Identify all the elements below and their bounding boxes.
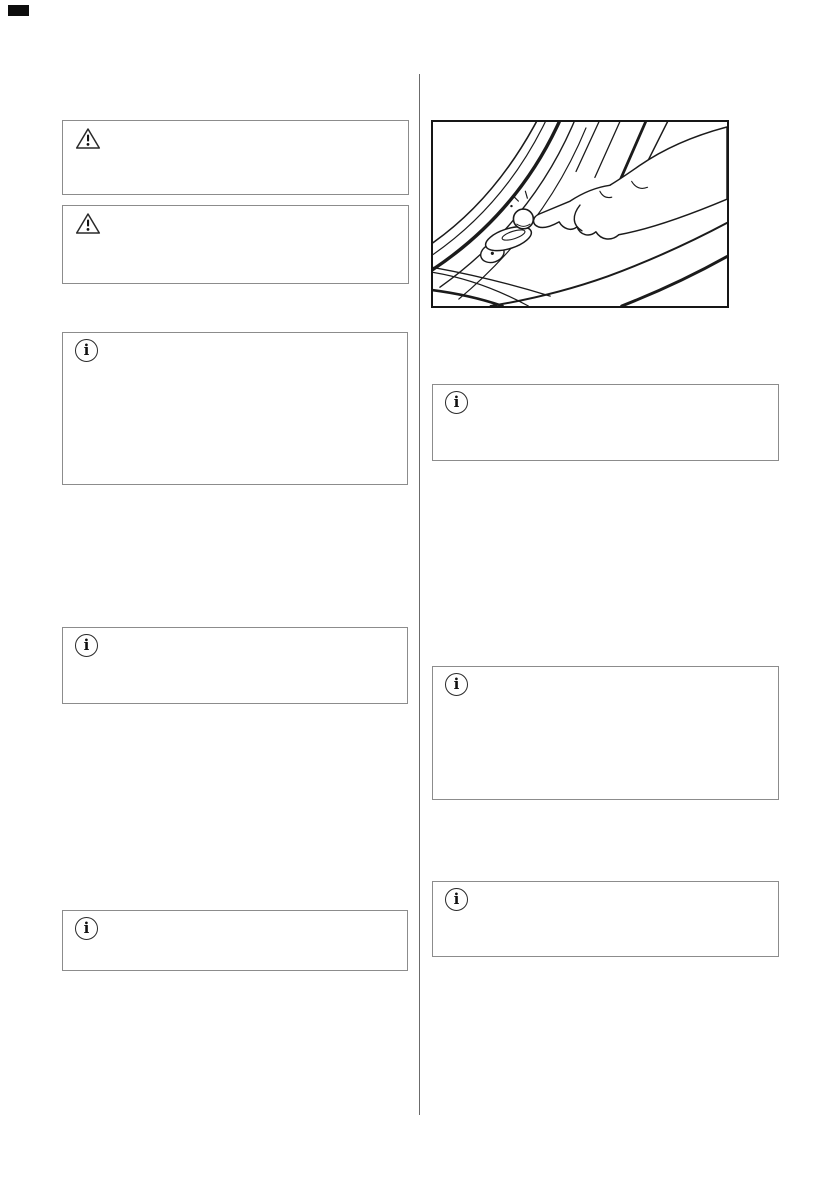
- info-callout-box: [432, 881, 779, 957]
- info-glyph: i: [83, 918, 90, 937]
- info-circle-icon: [445, 391, 468, 414]
- info-callout-box: [62, 332, 408, 485]
- info-callout-box: [432, 384, 779, 461]
- info-circle-icon: [75, 634, 98, 657]
- info-circle-icon: [75, 339, 98, 362]
- info-glyph: i: [83, 340, 90, 359]
- hand-with-coin-washing-machine-door-illustration: [433, 122, 727, 306]
- info-glyph: i: [453, 392, 460, 411]
- info-callout-box: [62, 627, 408, 704]
- print-registration-mark: [8, 5, 29, 16]
- info-circle-icon: [445, 888, 468, 911]
- column-divider: [419, 74, 420, 1115]
- warning-triangle-icon: [75, 212, 101, 235]
- info-callout-box: [432, 666, 779, 800]
- warning-callout-box: [62, 120, 409, 195]
- info-glyph: i: [453, 889, 460, 908]
- info-circle-icon: [75, 917, 98, 940]
- info-callout-box: [62, 910, 408, 971]
- figure-frame: [431, 120, 729, 308]
- warning-callout-box: [62, 205, 409, 284]
- warning-triangle-icon: [75, 127, 101, 150]
- info-glyph: i: [83, 635, 90, 654]
- info-circle-icon: [445, 673, 468, 696]
- info-glyph: i: [453, 674, 460, 693]
